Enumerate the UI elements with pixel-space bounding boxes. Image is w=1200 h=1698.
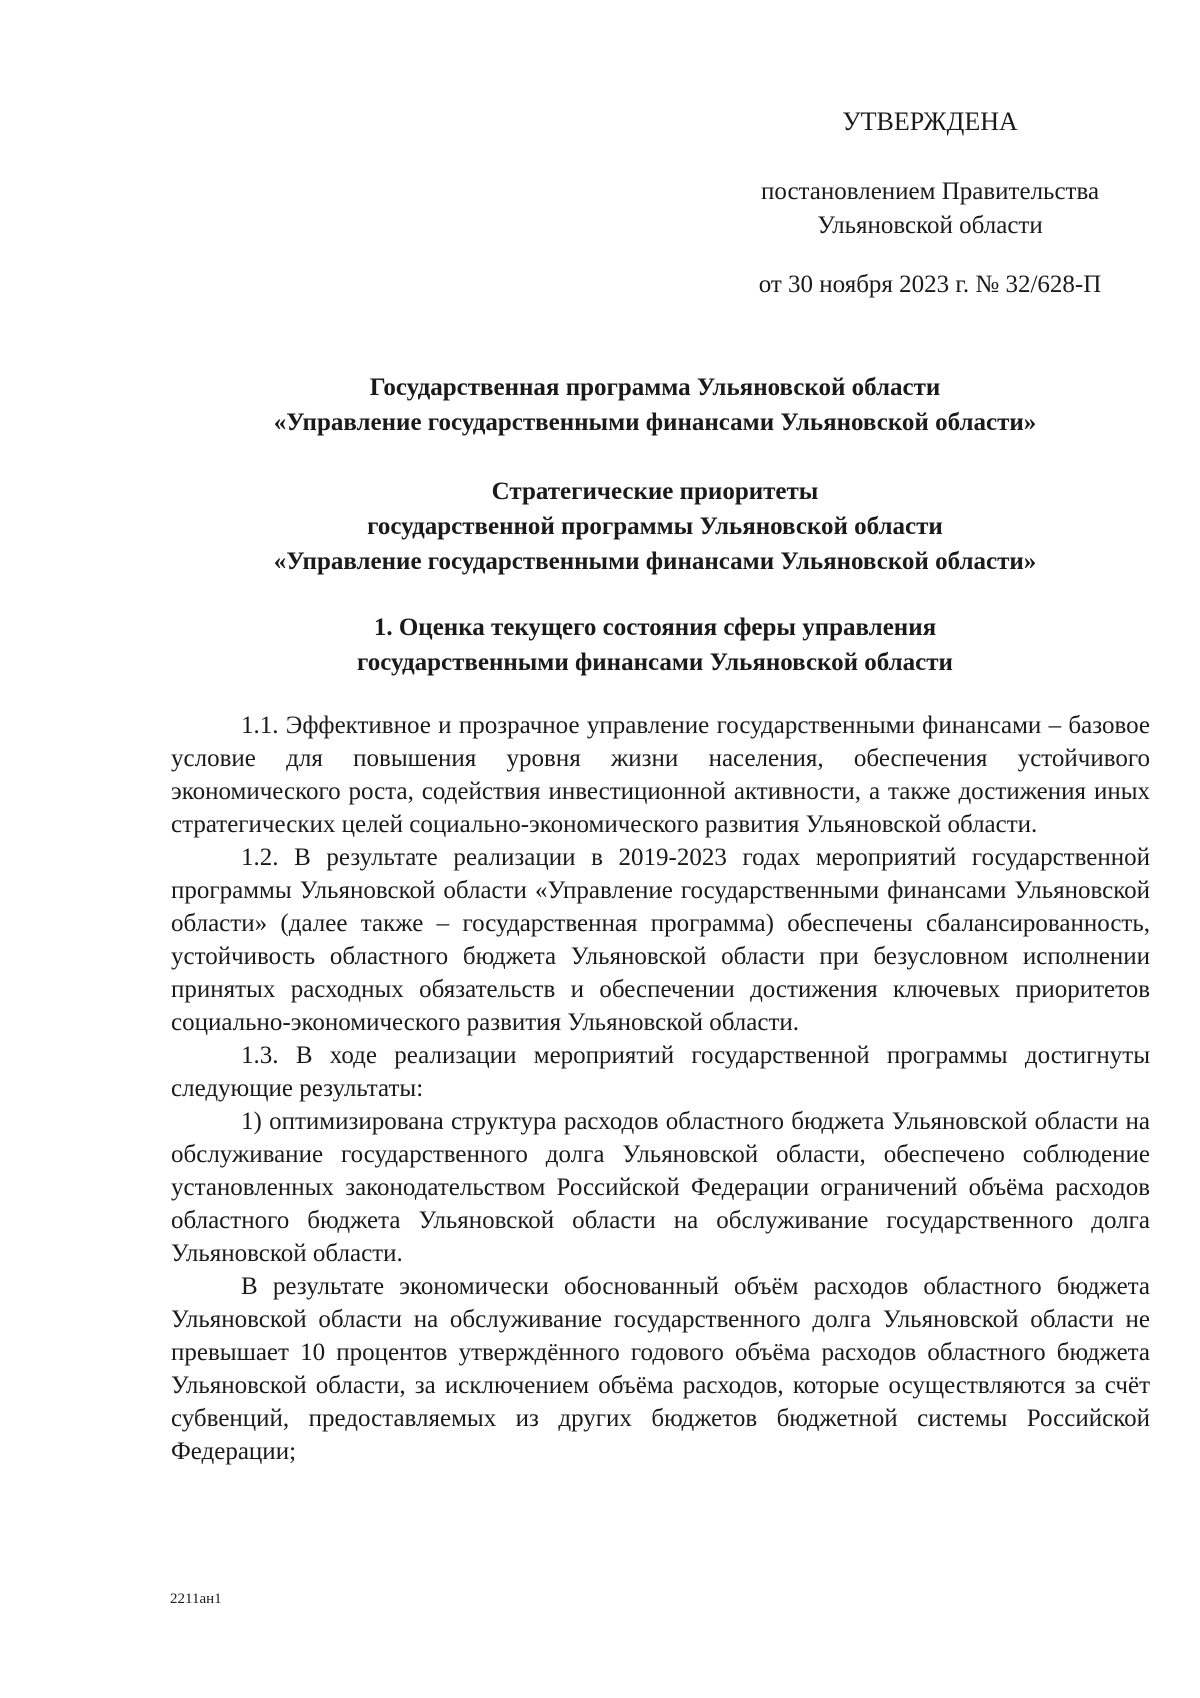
priorities-title-line: государственной программы Ульяновской области bbox=[367, 513, 943, 540]
paragraph-1-3: 1.3. В ходе реализации мероприятий государственной программы достигнуты следующие результаты: bbox=[171, 1042, 1150, 1102]
priorities-title-line: «Управление государственными финансами Ульяновской области» bbox=[273, 548, 1037, 575]
approval-issuer: постановлением Правительства bbox=[760, 178, 1100, 205]
program-title bbox=[160, 370, 1150, 440]
program-title-line: Государственная программа Ульяновской области bbox=[369, 374, 941, 401]
program-title-line: «Управление государственными финансами Ульяновской области» bbox=[273, 409, 1037, 436]
body-text bbox=[171, 709, 1150, 1468]
approval-date: от 30 ноября 2023 г. № 32/628-П bbox=[758, 271, 1102, 298]
section-title-line: государственными финансами Ульяновской области bbox=[357, 649, 953, 676]
paragraph-result-1-detail: В результате экономически обоснованный объём расходов областного бюджета Ульяновской области на обслуживание государственного долга Ульяновской области не превышает 10 процентов утверждённого годового объёма расходов областного бюджета Ульяновской области, за исключением объёма расходов, которые осуществляются за счёт субвенций, предоставляемых из других бюджетов бюджетной системы Российской Федерации; bbox=[171, 1273, 1150, 1465]
approval-title: УТВЕРЖДЕНА bbox=[842, 107, 1018, 136]
priorities-title bbox=[160, 474, 1150, 579]
section-title-line: 1. Оценка текущего состояния сферы управления bbox=[373, 614, 937, 641]
document-code: 2211ан1 bbox=[170, 1591, 222, 1607]
paragraph-1-2: 1.2. В результате реализации в 2019-2023 годах мероприятий государственной программы Ульяновской области «Управление государственными финансами Ульяновской области» (далее также – государственная программа) обеспечены сбалансированность, устойчивость областного бюджета Ульяновской области при безусловном исполнении принятых расходных обязательств и обеспечении достижения ключевых приоритетов социально-экономического развития Ульяновской области. bbox=[171, 844, 1150, 1036]
approval-region: Ульяновской области bbox=[817, 212, 1043, 239]
section-title bbox=[160, 610, 1150, 680]
paragraph-1-1: 1.1. Эффективное и прозрачное управление государственными финансами – базовое условие для повышения уровня жизни населения, обеспечения устойчивого экономического роста, содействия инвестиционной активности, а также достижения иных стратегических целей социально-экономического развития Ульяновской области. bbox=[171, 712, 1150, 838]
priorities-title-line: Стратегические приоритеты bbox=[491, 478, 819, 505]
paragraph-result-1: 1) оптимизирована структура расходов областного бюджета Ульяновской области на обслуживание государственного долга Ульяновской области, обеспечено соблюдение установленных законодательством Российской Федерации ограничений объёма расходов областного бюджета Ульяновской области на обслуживание государственного долга Ульяновской области. bbox=[171, 1108, 1150, 1267]
